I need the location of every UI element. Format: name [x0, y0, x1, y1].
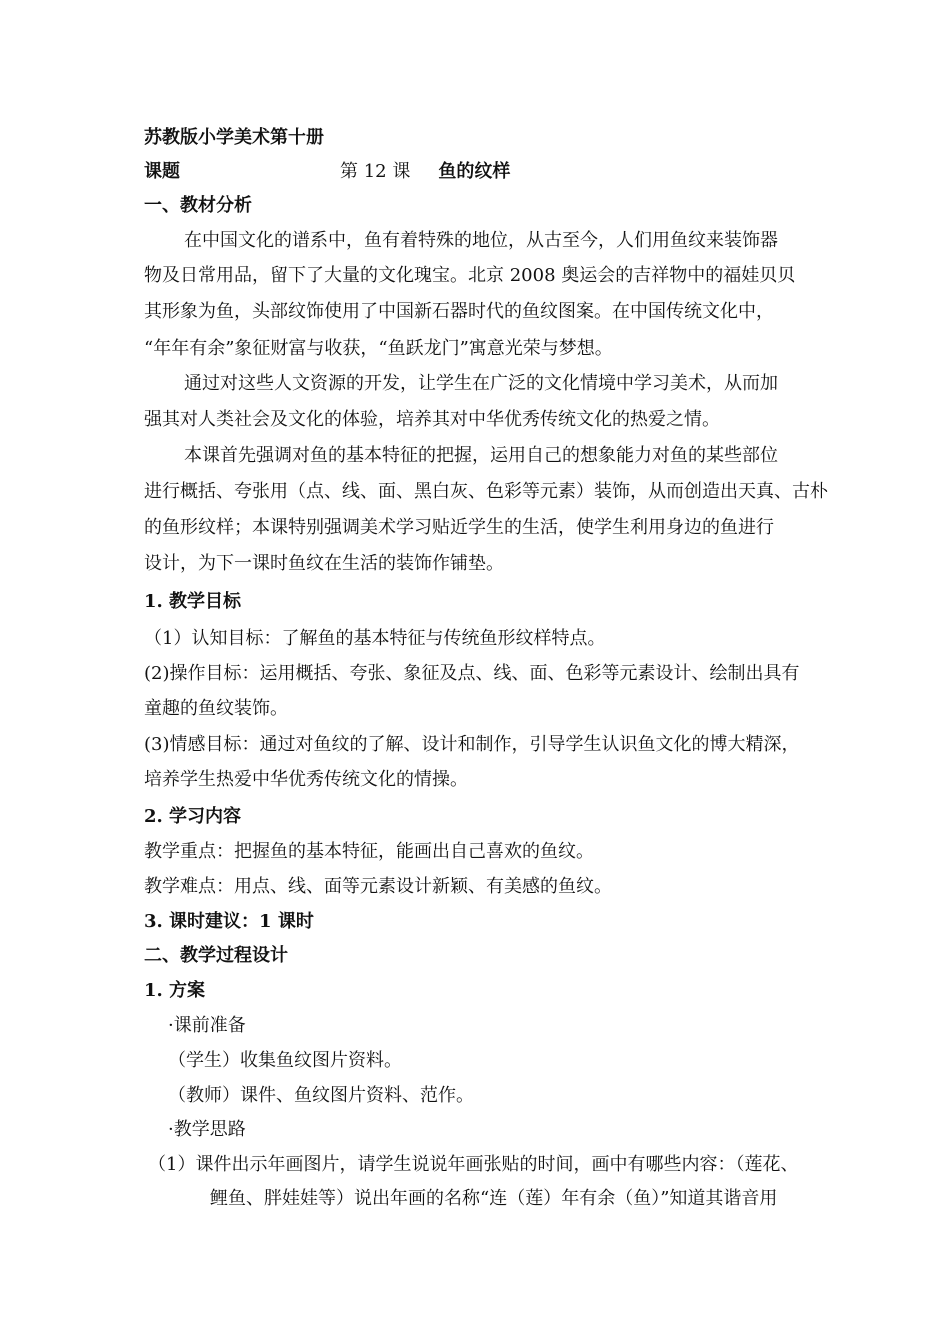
- goal-2-line-2: 童趣的鱼纹装饰。: [144, 698, 288, 719]
- goal-3-line-2: 培养学生热爱中华优秀传统文化的情操。: [144, 769, 468, 790]
- section-1-title: 一、教材分析: [144, 195, 252, 216]
- para-3-line-1: 本课首先强调对鱼的基本特征的把握，运用自己的想象能力对鱼的某些部位: [184, 445, 778, 466]
- lesson-title: 鱼的纹样: [438, 161, 511, 182]
- para-2-line-1: 通过对这些人文资源的开发，让学生在广泛的文化情境中学习美术，从而加: [184, 373, 778, 394]
- section-2-title: 二、教学过程设计: [144, 945, 288, 966]
- idea-bullet: ·教学思路: [168, 1119, 246, 1140]
- teacher-prep: （教师）课件、鱼纹图片资料、范作。: [168, 1085, 474, 1106]
- student-prep: （学生）收集鱼纹图片资料。: [168, 1050, 402, 1071]
- goal-2-line-1: (2)操作目标：运用概括、夸张、象征及点、线、面、色彩等元素设计、绘制出具有: [144, 663, 800, 684]
- lesson-header: [144, 160, 510, 184]
- key-point: 教学重点：把握鱼的基本特征，能画出自己喜欢的鱼纹。: [144, 841, 594, 862]
- para-1-line-1: 在中国文化的谱系中，鱼有着特殊的地位，从古至今，人们用鱼纹来装饰器: [184, 230, 778, 251]
- para-1-line-4: “年年有余”象征财富与收获，“鱼跃龙门”寓意光荣与梦想。: [144, 338, 613, 359]
- step-1-line-1: （1）课件出示年画图片，请学生说说年画张贴的时间，画中有哪些内容：（莲花、: [148, 1154, 799, 1175]
- content-title: 2. 学习内容: [144, 806, 242, 827]
- difficult-point: 教学难点：用点、线、面等元素设计新颖、有美感的鱼纹。: [144, 876, 612, 897]
- topic-label: 课题: [144, 161, 180, 182]
- lesson-number: 第 12 课: [340, 161, 411, 182]
- para-2-line-2: 强其对人类社会及文化的体验，培养其对中华优秀传统文化的热爱之情。: [144, 409, 720, 430]
- book-title: 苏教版小学美术第十册: [144, 127, 324, 148]
- para-1-line-2: 物及日常用品，留下了大量的文化瑰宝。北京 2008 奥运会的吉祥物中的福娃贝贝: [144, 265, 796, 286]
- hours-title: 3. 课时建议：1 课时: [144, 911, 314, 932]
- goal-3-line-1: (3)情感目标：通过对鱼纹的了解、设计和制作，引导学生认识鱼文化的博大精深，: [144, 734, 800, 755]
- para-1-line-3: 其形象为鱼，头部纹饰使用了中国新石器时代的鱼纹图案。在中国传统文化中，: [144, 301, 774, 322]
- plan-title: 1. 方案: [144, 980, 206, 1001]
- goal-1: （1）认知目标：了解鱼的基本特征与传统鱼形纹样特点。: [144, 628, 606, 649]
- para-3-line-2: 进行概括、夸张用（点、线、面、黑白灰、色彩等元素）装饰，从而创造出天真、古朴: [144, 481, 828, 502]
- goals-title: 1. 教学目标: [144, 591, 242, 612]
- para-3-line-4: 设计，为下一课时鱼纹在生活的装饰作铺垫。: [144, 553, 504, 574]
- para-3-line-3: 的鱼形纹样；本课特别强调美术学习贴近学生的生活，使学生利用身边的鱼进行: [144, 517, 774, 538]
- step-1-line-2: 鲤鱼、胖娃娃等）说出年画的名称“连（莲）年有余（鱼）”知道其谐音用: [210, 1188, 778, 1209]
- prep-bullet: ·课前准备: [168, 1015, 246, 1036]
